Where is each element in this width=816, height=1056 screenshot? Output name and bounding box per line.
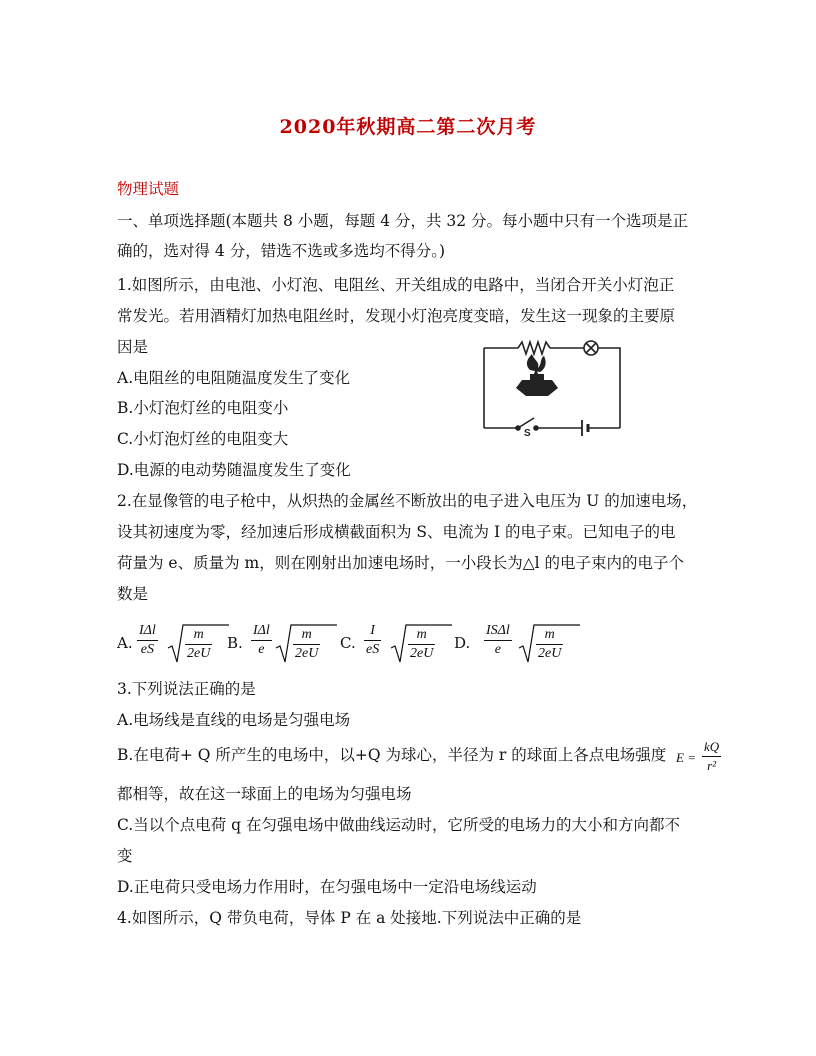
fraction: [137, 622, 158, 659]
q3-option-b-line1: B.在电荷+ Q 所产生的电场中，以+Q 为球心，半径为 r 的球面上各点电场强度: [117, 746, 667, 764]
q1-stem-line3: 因是: [117, 338, 149, 356]
radicand-numerator: m: [416, 627, 427, 642]
q2-stem-line2: 设其初速度为零，经加速后形成横截面积为 S、电流为 I 的电子束。已知电子的电: [117, 523, 676, 541]
denominator: eS: [140, 642, 154, 657]
radical: [275, 622, 339, 666]
q1-option-d: D.电源的电动势随温度发生了变化: [117, 461, 351, 479]
fraction: [484, 622, 512, 659]
q3-option-b-line2: 都相等，故在这一球面上的电场为匀强电场: [117, 785, 412, 803]
denominator: e: [494, 642, 501, 657]
q2-stem-line4: 数是: [117, 585, 149, 603]
denominator: eS: [366, 642, 380, 657]
q3-option-a: A.电场线是直线的电场是匀强电场: [117, 711, 351, 729]
radical: [518, 622, 582, 666]
q1-stem-line1: 1.如图所示，由电池、小灯泡、电阻丝、开关组成的电路中，当闭合开关小灯泡正: [117, 276, 675, 294]
section1-instructions-line1: 一、单项选择题(本题共 8 小题，每题 4 分，共 32 分。每小题中只有一个选项是正: [117, 212, 689, 230]
fraction: [364, 622, 381, 659]
switch-label: S: [524, 428, 531, 436]
q2-stem-line1: 2.在显像管的电子枪中，从炽热的金属丝不断放出的电子进入电压为 U 的加速电场，: [117, 492, 698, 510]
radicand-denominator: 2eU: [538, 646, 562, 661]
q1-option-b: B.小灯泡灯丝的电阻变小: [117, 399, 289, 417]
numerator: IΔl: [139, 623, 156, 638]
radicand-numerator: m: [301, 627, 312, 642]
formula-denominator: r²: [707, 758, 717, 773]
option-label: D.: [454, 634, 471, 652]
fraction: [251, 622, 272, 659]
q3-stem: 3.下列说法正确的是: [117, 680, 256, 698]
q2-stem-line3: 荷量为 e、质量为 m，则在刚射出加速电场时，一小段长为△l 的电子束内的电子个: [117, 554, 685, 572]
formula-numerator: kQ: [704, 739, 720, 754]
q1-option-a: A.电阻丝的电阻随温度发生了变化: [117, 369, 351, 387]
coulomb-field-formula: [676, 738, 726, 778]
radicand-denominator: 2eU: [410, 646, 434, 661]
option-label: A.: [117, 634, 133, 652]
option-label: B.: [227, 634, 243, 652]
radicand-denominator: 2eU: [187, 646, 211, 661]
q3-option-d: D.正电荷只受电场力作用时，在匀强电场中一定沿电场线运动: [117, 878, 537, 896]
q1-stem-line2: 常发光。若用酒精灯加热电阻丝时，发现小灯泡亮度变暗，发生这一现象的主要原: [117, 307, 676, 325]
exam-title: 2020年秋期高二第二次月考: [279, 116, 537, 138]
radicand-numerator: m: [544, 627, 555, 642]
q1-option-c: C.小灯泡灯丝的电阻变大: [117, 430, 289, 448]
numerator: ISΔl: [486, 623, 510, 638]
subject-heading: 物理试题: [117, 180, 180, 198]
q1-circuit-figure: [478, 336, 626, 436]
q4-stem: 4.如图所示，Q 带负电荷，导体 P 在 a 处接地.下列说法中正确的是: [117, 909, 582, 927]
radicand-numerator: m: [193, 627, 204, 642]
radical: [167, 622, 231, 666]
numerator: IΔl: [253, 623, 270, 638]
formula-lhs: E =: [676, 750, 696, 765]
numerator: I: [370, 623, 375, 638]
option-label: C.: [340, 634, 356, 652]
section1-instructions-line2: 确的，选对得 4 分，错选不选或多选均不得分。): [117, 242, 446, 260]
q3-option-c-line2: 变: [117, 847, 133, 865]
radical: [390, 622, 454, 666]
q3-option-c-line1: C.当以个点电荷 q 在匀强电场中做曲线运动时，它所受的电场力的大小和方向都不: [117, 816, 681, 834]
q2-options: [117, 622, 637, 666]
denominator: e: [258, 642, 265, 657]
radicand-denominator: 2eU: [295, 646, 319, 661]
